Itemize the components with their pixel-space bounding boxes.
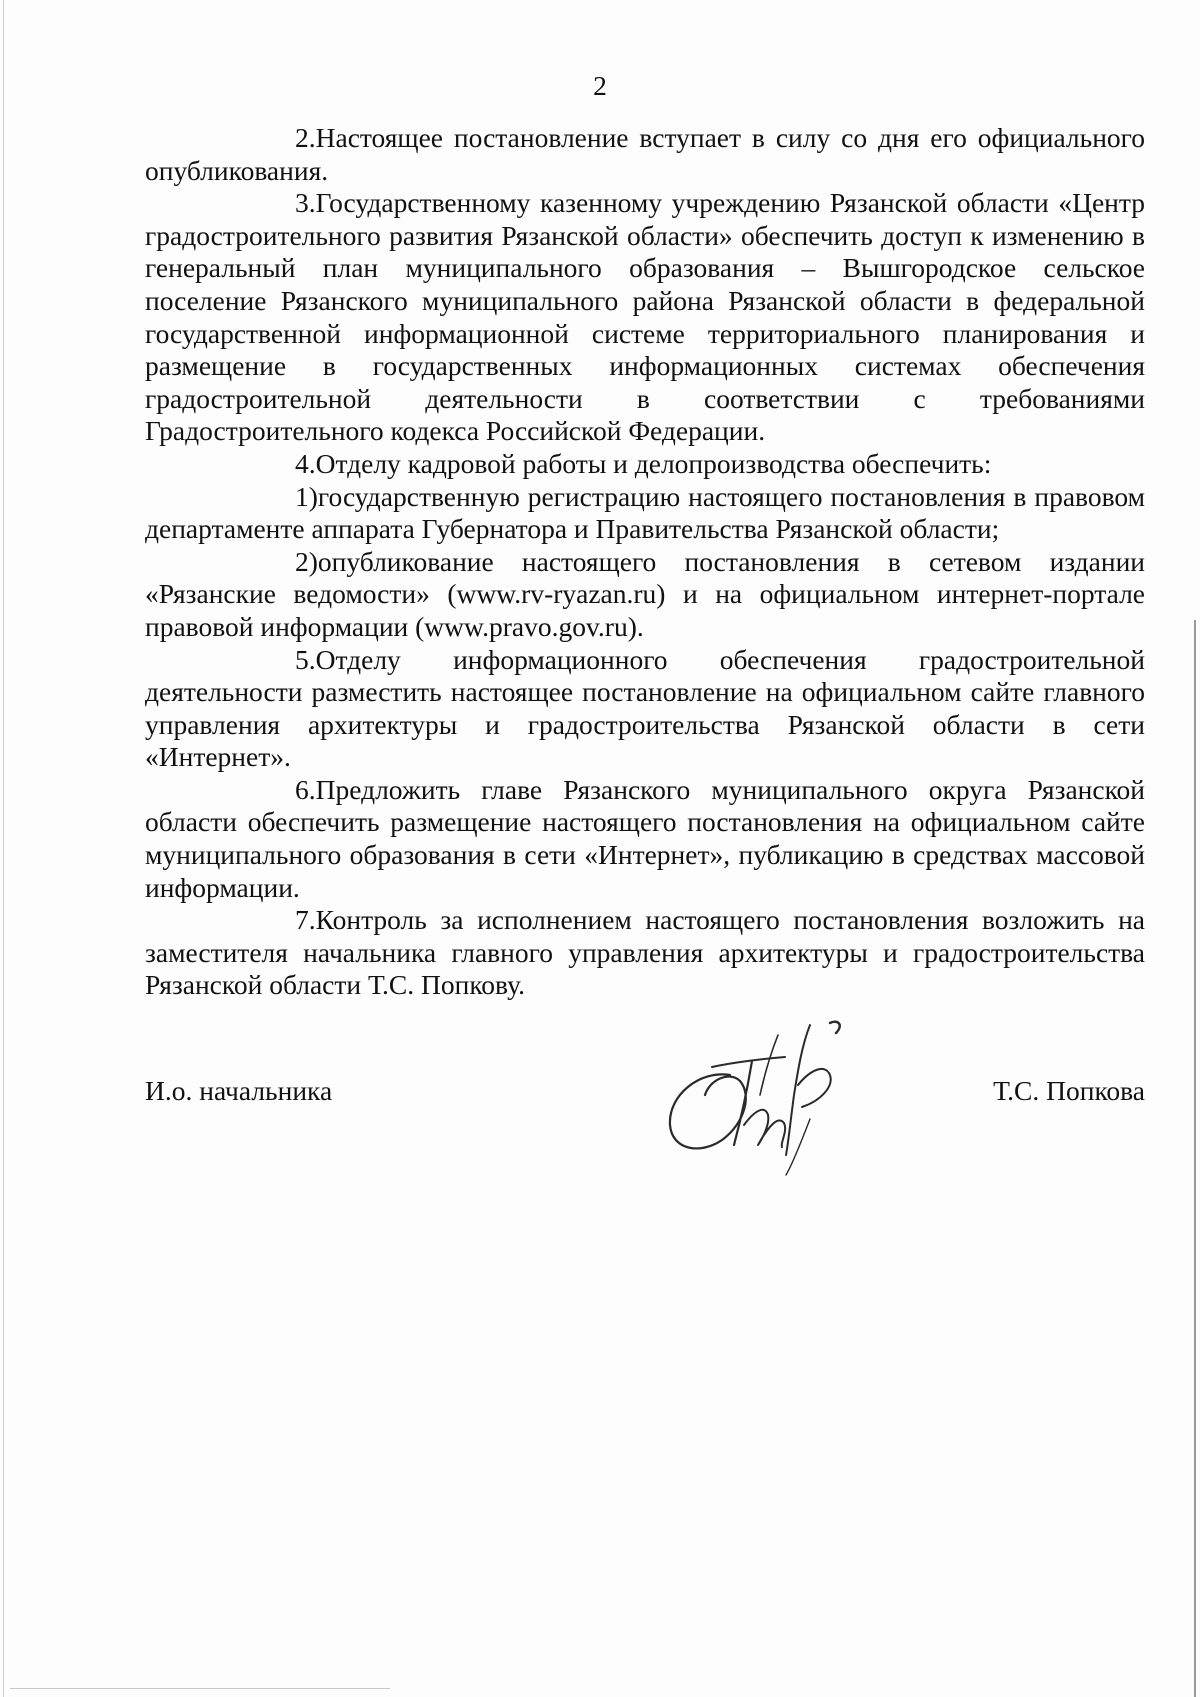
- paragraph-number: 5.: [295, 643, 316, 675]
- paragraph-7: [145, 904, 1145, 1002]
- paragraph-5: [145, 644, 1145, 774]
- paragraph-text: опубликование настоящего постановления в сетевом издании «Рязанские ведомости» (www.rv-ryazan.ru) и на официальном интернет-портале правовой информации (www.pravo.gov.ru).: [145, 545, 1145, 642]
- paragraph-number: 1): [295, 480, 318, 512]
- paragraph-text: Контроль за исполнением настоящего постановления возложить на заместителя начальника главного управления архитектуры и градостроительства Рязанской области Т.С. Попкову.: [145, 904, 1145, 1001]
- signature-block: [145, 1075, 1145, 1115]
- document-body: [145, 122, 1145, 1002]
- paragraph-text: Отделу кадровой работы и делопроизводства обеспечить:: [315, 447, 992, 479]
- paragraph-text: государственную регистрацию настоящего постановления в правовом департаменте аппарата Губернатора и Правительства Рязанской области;: [145, 480, 1145, 545]
- paragraph-4: [145, 448, 1145, 481]
- paragraph-number: 6.: [295, 773, 316, 805]
- paragraph-3: [145, 187, 1145, 448]
- handwritten-signature: [660, 1015, 890, 1180]
- scan-edge-right: [1194, 620, 1196, 1697]
- scan-edge-left: [3, 0, 4, 1697]
- signatory-title: И.о. начальника: [145, 1075, 333, 1106]
- scan-edge-bottom: [10, 1688, 390, 1689]
- signatory-name: Т.С. Попкова: [993, 1075, 1145, 1106]
- paragraph-number: 2): [295, 545, 318, 577]
- subparagraph-4-1: [145, 481, 1145, 546]
- subparagraph-4-2: [145, 546, 1145, 644]
- paragraph-text: Отделу информационного обеспечения градостроительной деятельности разместить настоящее постановление на официальном сайте главного управления архитектуры и градостроительства Рязанской области в сети «Интернет».: [145, 643, 1145, 773]
- paragraph-number: 4.: [295, 447, 316, 479]
- paragraph-6: [145, 774, 1145, 904]
- paragraph-text: Государственному казенному учреждению Рязанской области «Центр градостроительного развития Рязанской области» обеспечить доступ к изменению в генеральный план муниципального образования – Вышгородское сельское поселение Рязанского муниципального района Рязанской области в федеральной государственной информационной системе территориального планирования и размещение в государственных информационных системах обеспечения градостроительной деятельности в соответствии с требованиями Градостроительного кодекса Российской Федерации.: [145, 187, 1145, 447]
- paragraph-2: [145, 122, 1145, 187]
- paragraph-number: 2.: [295, 122, 316, 153]
- paragraph-number: 3.: [295, 187, 316, 219]
- paragraph-text: Предложить главе Рязанского муниципального округа Рязанской области обеспечить размещение настоящего постановления на официальном сайте муниципального образования в сети «Интернет», публикацию в средствах массовой информации.: [145, 773, 1145, 903]
- paragraph-text: Настоящее постановление вступает в силу со дня его официального опубликования.: [145, 122, 1145, 186]
- page-number: 2: [593, 70, 607, 101]
- paragraph-number: 7.: [295, 904, 316, 936]
